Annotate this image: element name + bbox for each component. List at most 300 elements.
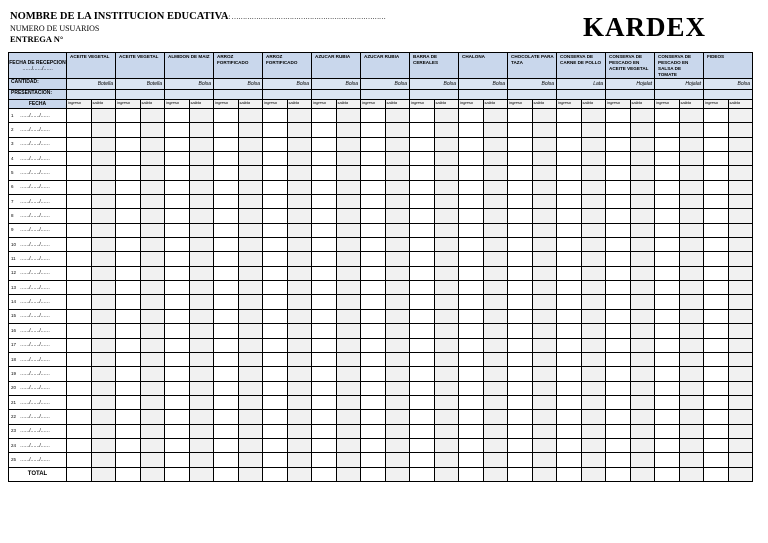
out-cell[interactable] [238,252,263,266]
out-cell[interactable] [336,223,361,237]
in-cell[interactable] [214,180,239,194]
in-cell[interactable] [312,109,337,123]
in-cell[interactable] [214,123,239,137]
in-cell[interactable] [704,252,729,266]
in-cell[interactable] [508,180,533,194]
out-cell[interactable] [581,324,606,338]
in-cell[interactable] [312,238,337,252]
in-cell[interactable] [67,438,92,452]
out-cell[interactable] [287,152,312,166]
out-cell[interactable] [532,209,557,223]
total-in-cell[interactable] [508,467,533,481]
total-out-cell[interactable] [189,467,214,481]
unit-cell[interactable]: Bolsa [508,79,557,90]
in-cell[interactable] [361,209,386,223]
out-cell[interactable] [336,295,361,309]
out-cell[interactable] [189,453,214,467]
out-cell[interactable] [91,209,116,223]
row-date-cell[interactable] [9,223,67,237]
in-cell[interactable] [459,238,484,252]
out-cell[interactable] [679,281,704,295]
in-cell[interactable] [655,166,680,180]
in-cell[interactable] [361,324,386,338]
out-cell[interactable] [336,180,361,194]
total-in-cell[interactable] [410,467,435,481]
out-cell[interactable] [140,109,165,123]
out-cell[interactable] [630,137,655,151]
in-cell[interactable] [655,123,680,137]
row-date-placeholder[interactable]: ……/……/…… [20,385,50,392]
in-cell[interactable] [410,223,435,237]
out-cell[interactable] [679,180,704,194]
in-cell[interactable] [606,238,631,252]
out-cell[interactable] [140,410,165,424]
in-cell[interactable] [557,309,582,323]
out-cell[interactable] [483,166,508,180]
out-cell[interactable] [287,381,312,395]
out-cell[interactable] [238,109,263,123]
in-cell[interactable] [312,352,337,366]
unit-cell[interactable]: Bolsa [214,79,263,90]
out-cell[interactable] [238,238,263,252]
in-cell[interactable] [312,381,337,395]
total-in-cell[interactable] [557,467,582,481]
in-cell[interactable] [214,324,239,338]
out-cell[interactable] [532,424,557,438]
in-cell[interactable] [459,367,484,381]
row-date-cell[interactable] [9,152,67,166]
in-cell[interactable] [508,438,533,452]
out-cell[interactable] [679,195,704,209]
in-cell[interactable] [116,338,141,352]
in-cell[interactable] [557,453,582,467]
in-cell[interactable] [165,381,190,395]
out-cell[interactable] [189,324,214,338]
out-cell[interactable] [287,367,312,381]
in-cell[interactable] [606,381,631,395]
out-cell[interactable] [336,367,361,381]
out-cell[interactable] [287,281,312,295]
out-cell[interactable] [336,410,361,424]
out-cell[interactable] [189,266,214,280]
in-cell[interactable] [410,309,435,323]
in-cell[interactable] [312,424,337,438]
out-cell[interactable] [679,238,704,252]
out-cell[interactable] [385,266,410,280]
in-cell[interactable] [410,324,435,338]
in-cell[interactable] [165,152,190,166]
in-cell[interactable] [606,453,631,467]
in-cell[interactable] [214,137,239,151]
in-cell[interactable] [508,338,533,352]
in-cell[interactable] [459,266,484,280]
out-cell[interactable] [287,410,312,424]
out-cell[interactable] [336,453,361,467]
in-cell[interactable] [557,209,582,223]
row-date-placeholder[interactable]: ……/……/…… [20,456,50,463]
in-cell[interactable] [214,152,239,166]
in-cell[interactable] [557,281,582,295]
out-cell[interactable] [91,166,116,180]
in-cell[interactable] [508,166,533,180]
in-cell[interactable] [116,223,141,237]
row-date-cell[interactable] [9,309,67,323]
out-cell[interactable] [434,223,459,237]
out-cell[interactable] [91,438,116,452]
in-cell[interactable] [655,410,680,424]
out-cell[interactable] [483,109,508,123]
out-cell[interactable] [238,195,263,209]
in-cell[interactable] [165,309,190,323]
in-cell[interactable] [655,209,680,223]
out-cell[interactable] [385,367,410,381]
presentation-cell[interactable] [557,90,606,100]
total-out-cell[interactable] [140,467,165,481]
unit-cell[interactable]: Bolsa [410,79,459,90]
out-cell[interactable] [728,209,753,223]
in-cell[interactable] [214,166,239,180]
in-cell[interactable] [606,395,631,409]
out-cell[interactable] [630,367,655,381]
out-cell[interactable] [91,381,116,395]
out-cell[interactable] [532,223,557,237]
in-cell[interactable] [116,137,141,151]
in-cell[interactable] [312,410,337,424]
in-cell[interactable] [557,395,582,409]
out-cell[interactable] [140,180,165,194]
out-cell[interactable] [483,266,508,280]
in-cell[interactable] [459,438,484,452]
out-cell[interactable] [140,195,165,209]
in-cell[interactable] [263,410,288,424]
out-cell[interactable] [189,209,214,223]
in-cell[interactable] [459,352,484,366]
in-cell[interactable] [214,453,239,467]
in-cell[interactable] [116,309,141,323]
out-cell[interactable] [91,109,116,123]
in-cell[interactable] [508,453,533,467]
out-cell[interactable] [630,252,655,266]
in-cell[interactable] [606,410,631,424]
in-cell[interactable] [67,109,92,123]
in-cell[interactable] [214,352,239,366]
out-cell[interactable] [434,166,459,180]
in-cell[interactable] [165,367,190,381]
out-cell[interactable] [483,309,508,323]
out-cell[interactable] [238,223,263,237]
out-cell[interactable] [728,166,753,180]
in-cell[interactable] [312,295,337,309]
out-cell[interactable] [336,123,361,137]
out-cell[interactable] [532,137,557,151]
in-cell[interactable] [606,109,631,123]
in-cell[interactable] [459,410,484,424]
in-cell[interactable] [704,238,729,252]
out-cell[interactable] [385,152,410,166]
out-cell[interactable] [336,281,361,295]
in-cell[interactable] [312,281,337,295]
out-cell[interactable] [630,266,655,280]
in-cell[interactable] [361,166,386,180]
in-cell[interactable] [508,109,533,123]
row-date-placeholder[interactable]: ……/……/…… [20,399,50,406]
out-cell[interactable] [238,367,263,381]
in-cell[interactable] [312,438,337,452]
in-cell[interactable] [312,395,337,409]
out-cell[interactable] [189,195,214,209]
out-cell[interactable] [532,152,557,166]
in-cell[interactable] [459,109,484,123]
row-date-cell[interactable] [9,438,67,452]
out-cell[interactable] [238,424,263,438]
row-date-placeholder[interactable]: ……/……/…… [20,112,50,119]
out-cell[interactable] [532,238,557,252]
out-cell[interactable] [91,424,116,438]
out-cell[interactable] [238,381,263,395]
in-cell[interactable] [704,453,729,467]
unit-cell[interactable]: Bolsa [263,79,312,90]
in-cell[interactable] [312,324,337,338]
out-cell[interactable] [140,453,165,467]
out-cell[interactable] [336,137,361,151]
out-cell[interactable] [728,180,753,194]
row-date-cell[interactable] [9,137,67,151]
out-cell[interactable] [336,166,361,180]
in-cell[interactable] [116,324,141,338]
in-cell[interactable] [606,324,631,338]
in-cell[interactable] [263,166,288,180]
in-cell[interactable] [165,395,190,409]
in-cell[interactable] [704,195,729,209]
presentation-cell[interactable] [312,90,361,100]
out-cell[interactable] [140,295,165,309]
presentation-cell[interactable] [410,90,459,100]
in-cell[interactable] [655,367,680,381]
unit-cell[interactable]: Bolsa [165,79,214,90]
out-cell[interactable] [287,209,312,223]
in-cell[interactable] [459,395,484,409]
out-cell[interactable] [140,238,165,252]
row-date-cell[interactable] [9,295,67,309]
row-date-cell[interactable] [9,252,67,266]
in-cell[interactable] [410,410,435,424]
out-cell[interactable] [728,281,753,295]
in-cell[interactable] [165,424,190,438]
out-cell[interactable] [679,309,704,323]
row-date-placeholder[interactable]: ……/……/…… [20,184,50,191]
in-cell[interactable] [312,453,337,467]
out-cell[interactable] [581,166,606,180]
out-cell[interactable] [679,410,704,424]
in-cell[interactable] [410,266,435,280]
out-cell[interactable] [483,352,508,366]
in-cell[interactable] [214,195,239,209]
in-cell[interactable] [312,223,337,237]
presentation-cell[interactable] [67,90,116,100]
in-cell[interactable] [508,352,533,366]
out-cell[interactable] [679,453,704,467]
in-cell[interactable] [508,252,533,266]
out-cell[interactable] [189,309,214,323]
in-cell[interactable] [655,180,680,194]
out-cell[interactable] [385,309,410,323]
out-cell[interactable] [728,381,753,395]
out-cell[interactable] [91,338,116,352]
in-cell[interactable] [410,367,435,381]
in-cell[interactable] [165,281,190,295]
out-cell[interactable] [91,137,116,151]
out-cell[interactable] [238,410,263,424]
in-cell[interactable] [557,410,582,424]
out-cell[interactable] [630,281,655,295]
in-cell[interactable] [214,223,239,237]
in-cell[interactable] [361,195,386,209]
out-cell[interactable] [238,137,263,151]
out-cell[interactable] [483,295,508,309]
out-cell[interactable] [581,438,606,452]
in-cell[interactable] [67,309,92,323]
out-cell[interactable] [434,453,459,467]
in-cell[interactable] [165,252,190,266]
in-cell[interactable] [116,281,141,295]
in-cell[interactable] [459,137,484,151]
in-cell[interactable] [67,195,92,209]
in-cell[interactable] [655,295,680,309]
out-cell[interactable] [189,352,214,366]
out-cell[interactable] [140,424,165,438]
in-cell[interactable] [606,309,631,323]
out-cell[interactable] [189,180,214,194]
in-cell[interactable] [116,195,141,209]
out-cell[interactable] [287,223,312,237]
row-date-placeholder[interactable]: ……/……/…… [20,342,50,349]
in-cell[interactable] [606,166,631,180]
out-cell[interactable] [630,180,655,194]
row-date-cell[interactable] [9,381,67,395]
in-cell[interactable] [459,324,484,338]
in-cell[interactable] [165,453,190,467]
in-cell[interactable] [361,424,386,438]
row-date-placeholder[interactable]: ……/……/…… [20,413,50,420]
out-cell[interactable] [91,367,116,381]
out-cell[interactable] [581,209,606,223]
out-cell[interactable] [483,281,508,295]
in-cell[interactable] [263,295,288,309]
in-cell[interactable] [410,166,435,180]
out-cell[interactable] [287,195,312,209]
out-cell[interactable] [434,238,459,252]
out-cell[interactable] [287,309,312,323]
out-cell[interactable] [679,137,704,151]
out-cell[interactable] [238,166,263,180]
in-cell[interactable] [361,238,386,252]
out-cell[interactable] [679,152,704,166]
in-cell[interactable] [557,252,582,266]
out-cell[interactable] [483,252,508,266]
in-cell[interactable] [361,137,386,151]
out-cell[interactable] [189,295,214,309]
in-cell[interactable] [557,238,582,252]
in-cell[interactable] [165,195,190,209]
out-cell[interactable] [728,123,753,137]
out-cell[interactable] [434,352,459,366]
in-cell[interactable] [557,367,582,381]
out-cell[interactable] [532,395,557,409]
in-cell[interactable] [459,166,484,180]
out-cell[interactable] [630,395,655,409]
in-cell[interactable] [606,352,631,366]
out-cell[interactable] [532,309,557,323]
out-cell[interactable] [238,352,263,366]
out-cell[interactable] [728,338,753,352]
in-cell[interactable] [165,137,190,151]
out-cell[interactable] [434,424,459,438]
out-cell[interactable] [532,381,557,395]
out-cell[interactable] [434,252,459,266]
row-date-placeholder[interactable]: ……/……/…… [20,284,50,291]
in-cell[interactable] [410,438,435,452]
in-cell[interactable] [655,309,680,323]
row-date-cell[interactable] [9,123,67,137]
row-date-cell[interactable] [9,424,67,438]
row-date-cell[interactable] [9,238,67,252]
in-cell[interactable] [508,410,533,424]
in-cell[interactable] [361,295,386,309]
in-cell[interactable] [655,195,680,209]
out-cell[interactable] [91,295,116,309]
out-cell[interactable] [728,109,753,123]
row-date-cell[interactable] [9,453,67,467]
row-date-cell[interactable] [9,109,67,123]
out-cell[interactable] [728,252,753,266]
in-cell[interactable] [214,438,239,452]
total-in-cell[interactable] [165,467,190,481]
out-cell[interactable] [385,395,410,409]
in-cell[interactable] [459,252,484,266]
in-cell[interactable] [557,137,582,151]
row-date-placeholder[interactable]: ……/……/…… [20,141,50,148]
out-cell[interactable] [336,438,361,452]
unit-cell[interactable]: Bolsa [312,79,361,90]
total-in-cell[interactable] [361,467,386,481]
out-cell[interactable] [581,309,606,323]
out-cell[interactable] [287,266,312,280]
out-cell[interactable] [385,381,410,395]
in-cell[interactable] [214,252,239,266]
out-cell[interactable] [532,180,557,194]
in-cell[interactable] [508,209,533,223]
in-cell[interactable] [263,453,288,467]
out-cell[interactable] [385,123,410,137]
in-cell[interactable] [263,123,288,137]
in-cell[interactable] [557,180,582,194]
out-cell[interactable] [532,252,557,266]
in-cell[interactable] [704,109,729,123]
in-cell[interactable] [557,424,582,438]
out-cell[interactable] [679,295,704,309]
total-in-cell[interactable] [459,467,484,481]
out-cell[interactable] [385,252,410,266]
presentation-cell[interactable] [655,90,704,100]
in-cell[interactable] [116,166,141,180]
total-out-cell[interactable] [679,467,704,481]
in-cell[interactable] [361,453,386,467]
out-cell[interactable] [581,152,606,166]
out-cell[interactable] [581,238,606,252]
out-cell[interactable] [728,324,753,338]
out-cell[interactable] [336,109,361,123]
total-in-cell[interactable] [116,467,141,481]
